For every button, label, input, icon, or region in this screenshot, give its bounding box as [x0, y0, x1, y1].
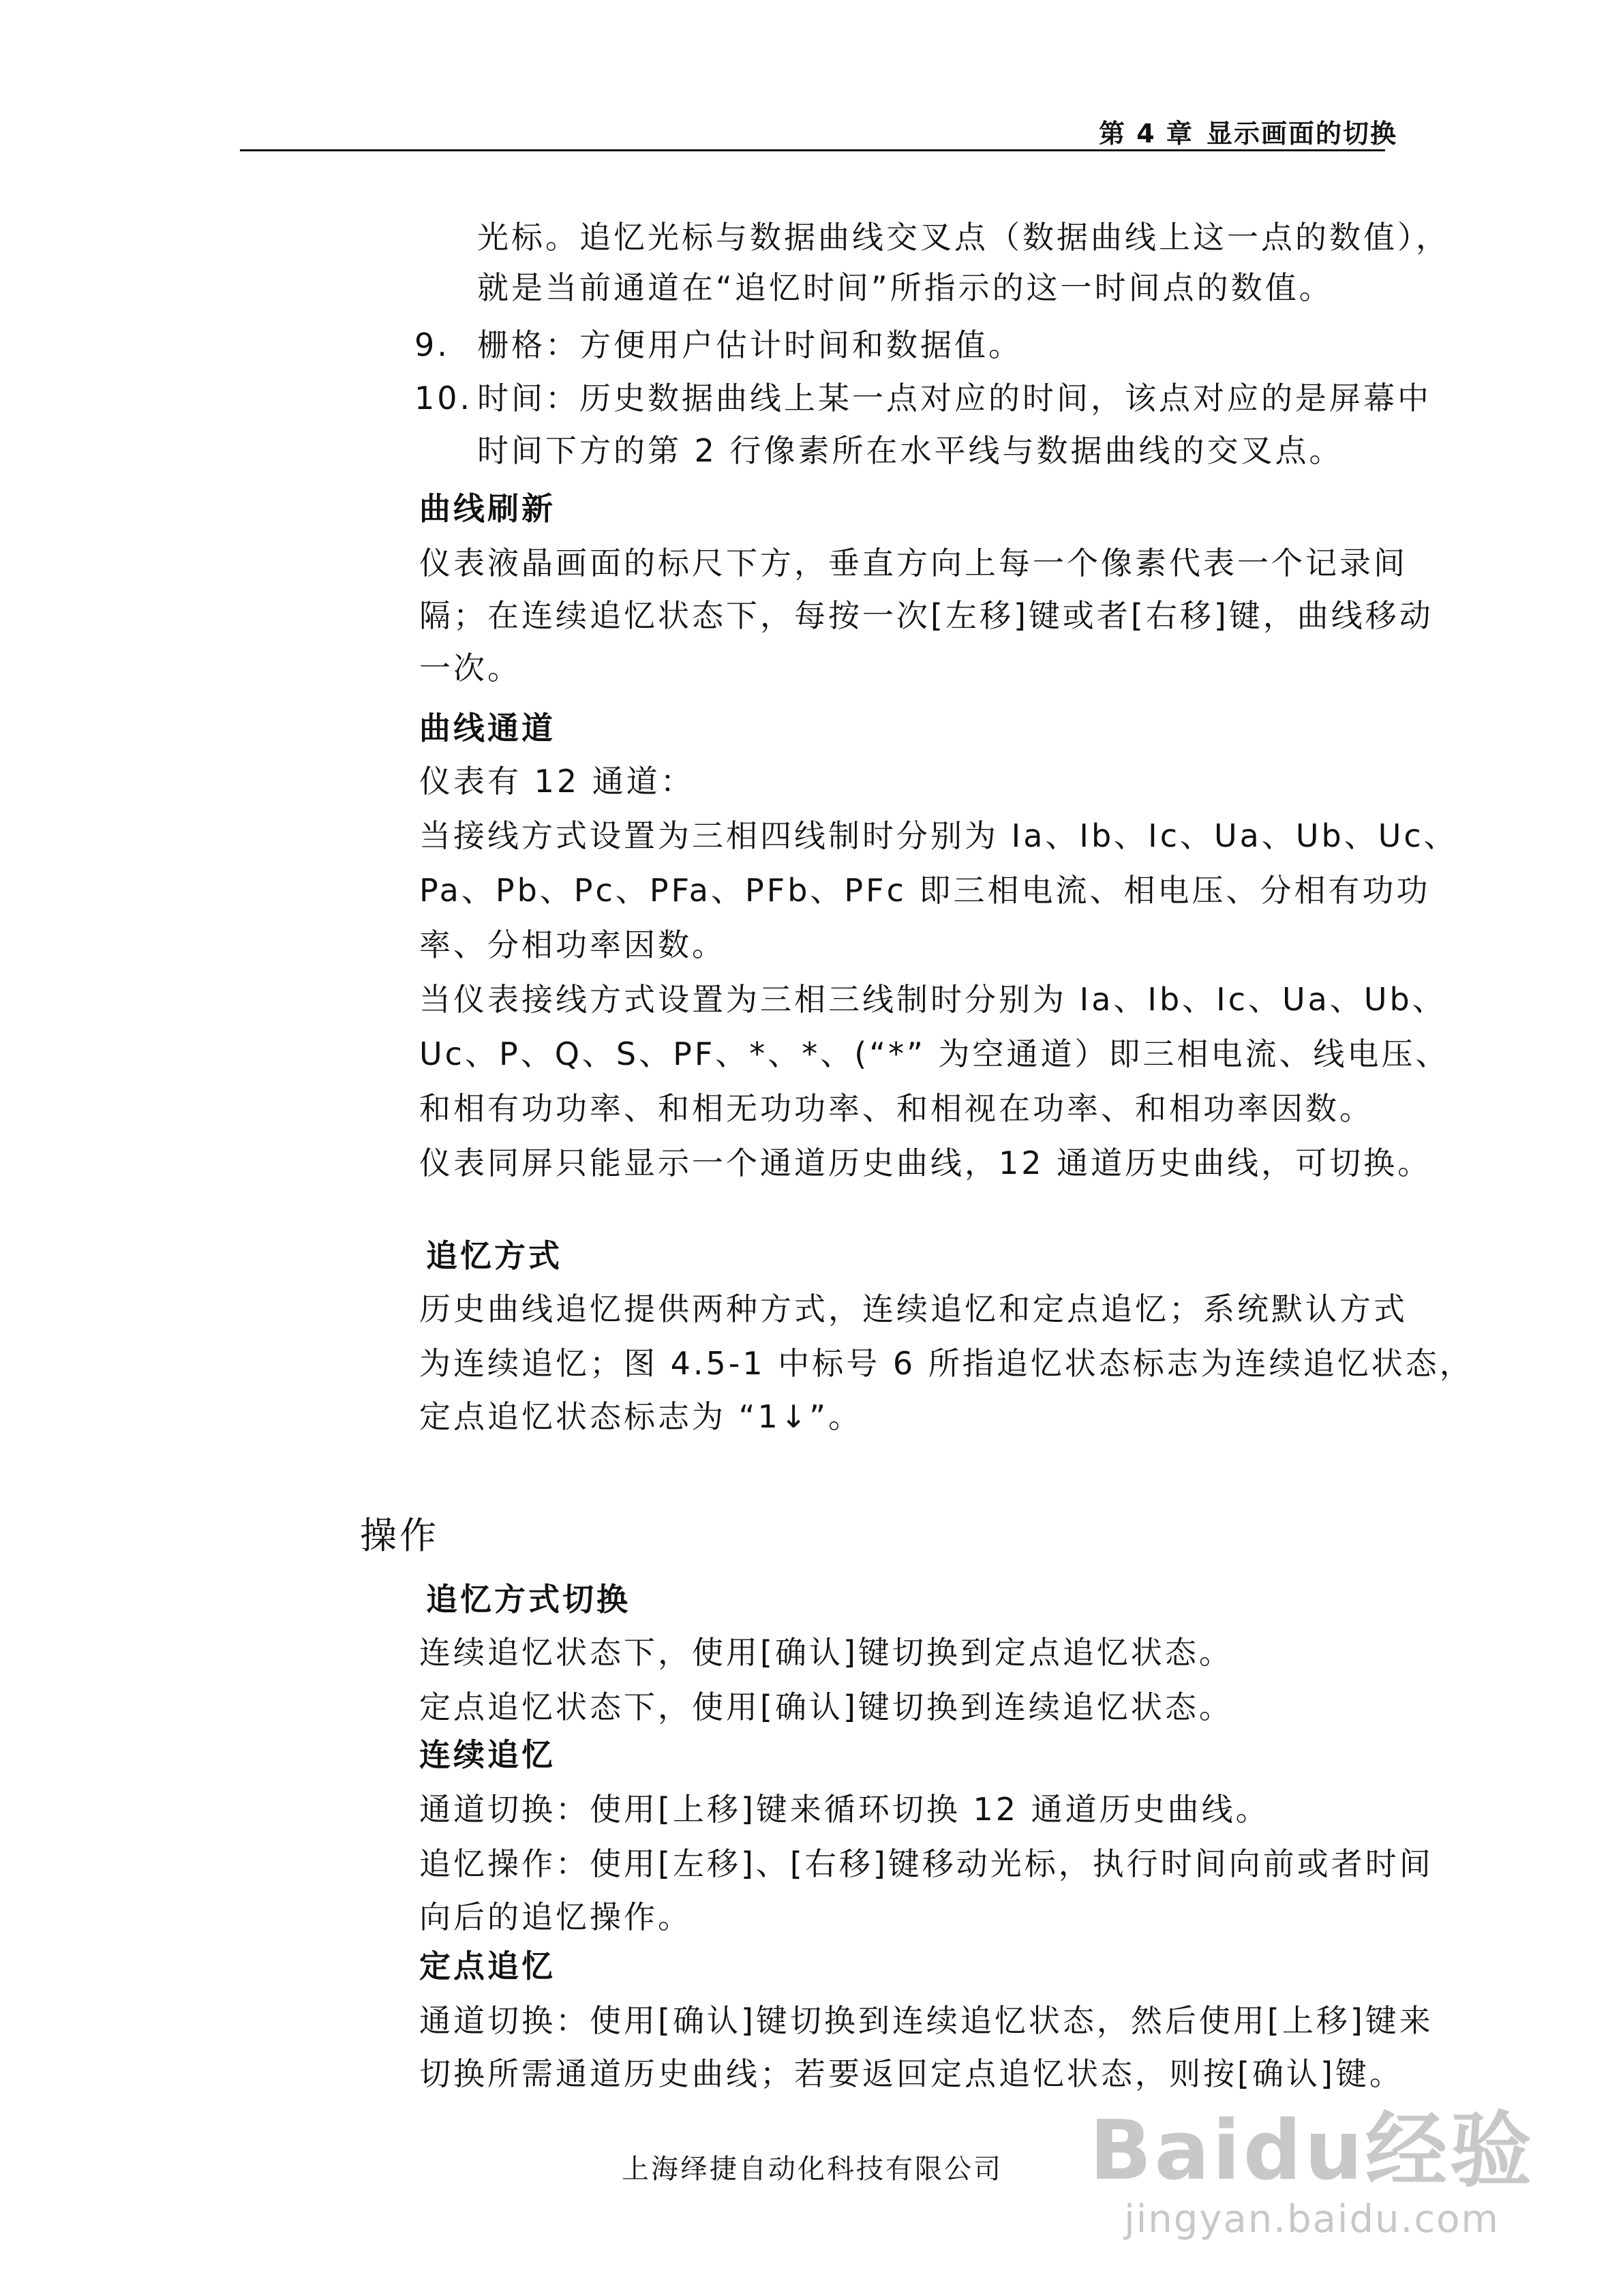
heading-continuous-recall: 连续追忆: [419, 1736, 556, 1773]
paragraph-line: 和相有功功率、和相无功功率、和相视在功率、和相功率因数。: [419, 1090, 1374, 1127]
paragraph-line: 追忆操作：使用[左移]、[右移]键移动光标，执行时间向前或者时间: [419, 1845, 1434, 1882]
list-item-number: 10.: [414, 380, 473, 417]
continued-line-1: 光标。追忆光标与数据曲线交叉点（数据曲线上这一点的数值），: [477, 219, 1450, 256]
continued-line-2: 就是当前通道在“追忆时间”所指示的这一时间点的数值。: [477, 269, 1333, 306]
watermark-logo: Baidu经验: [1089, 2104, 1534, 2199]
heading-mode-switch: 追忆方式切换: [426, 1581, 631, 1618]
watermark-url: jingyan.baidu.com: [1124, 2197, 1500, 2241]
paragraph-line: 定点追忆状态下，使用[确认]键切换到连续追忆状态。: [419, 1689, 1233, 1725]
paragraph-line: 切换所需通道历史曲线；若要返回定点追忆状态，则按[确认]键。: [419, 2055, 1404, 2092]
paragraph-line: 当接线方式设置为三相四线制时分别为 Ia、Ib、Ic、Ua、Ub、Uc、: [419, 817, 1458, 854]
footer-company: 上海绎捷自动化科技有限公司: [622, 2154, 1003, 2185]
watermark: [1089, 2085, 1534, 2241]
list-item-10-continued: 时间下方的第 2 行像素所在水平线与数据曲线的交叉点。: [477, 432, 1344, 469]
paragraph-line: Uc、P、Q、S、PF、*、*、(“*” 为空通道）即三相电流、线电压、: [419, 1036, 1450, 1072]
paragraph-line: 仪表同屏只能显示一个通道历史曲线，12 通道历史曲线，可切换。: [419, 1145, 1432, 1181]
paragraph-line: 通道切换：使用[确认]键切换到连续追忆状态，然后使用[上移]键来: [419, 2002, 1434, 2039]
paragraph-line: 通道切换：使用[上移]键来循环切换 12 通道历史曲线。: [419, 1791, 1270, 1828]
list-item-9: [414, 320, 1022, 365]
paragraph-line: 历史曲线追忆提供两种方式，连续追忆和定点追忆；系统默认方式: [419, 1290, 1408, 1327]
paragraph-line: 向后的追忆操作。: [419, 1899, 692, 1935]
header-title: 显示画面的切换: [1207, 119, 1398, 149]
heading-recall-mode: 追忆方式: [426, 1237, 562, 1274]
section-title-operation: 操作: [360, 1514, 439, 1557]
paragraph-line: 仪表液晶画面的标尺下方，垂直方向上每一个像素代表一个记录间: [419, 545, 1408, 581]
paragraph-line: 一次。: [419, 650, 521, 686]
heading-fixed-recall: 定点追忆: [419, 1948, 556, 1984]
heading-curve-channels: 曲线通道: [419, 710, 556, 746]
paragraph-line: 仪表有 12 通道：: [419, 763, 695, 800]
paragraph-line: 隔；在连续追忆状态下，每按一次[左移]键或者[右移]键，曲线移动: [419, 597, 1434, 634]
paragraph-line: 率、分相功率因数。: [419, 926, 726, 963]
paragraph-line: 定点追忆状态标志为 “1↓”。: [419, 1398, 863, 1435]
heading-curve-refresh: 曲线刷新: [419, 490, 556, 527]
paragraph-line: Pa、Pb、Pc、PFa、PFb、PFc 即三相电流、相电压、分相有功功: [419, 872, 1431, 909]
header-divider: [240, 149, 1385, 151]
paragraph-line: 当仪表接线方式设置为三相三线制时分别为 Ia、Ib、Ic、Ua、Ub、: [419, 981, 1446, 1018]
header-chapter: 第 4 章: [1099, 119, 1194, 149]
list-item-10: [414, 374, 1431, 419]
paragraph-line: 为连续追忆；图 4.5-1 中标号 6 所指追忆状态标志为连续追忆状态，: [419, 1345, 1474, 1382]
list-item-text: 时间：历史数据曲线上某一点对应的时间，该点对应的是屏幕中: [477, 380, 1431, 417]
list-item-number: 9.: [414, 327, 450, 363]
paragraph-line: 连续追忆状态下，使用[确认]键切换到定点追忆状态。: [419, 1634, 1233, 1671]
list-item-text: 栅格：方便用户估计时间和数据值。: [477, 327, 1022, 363]
